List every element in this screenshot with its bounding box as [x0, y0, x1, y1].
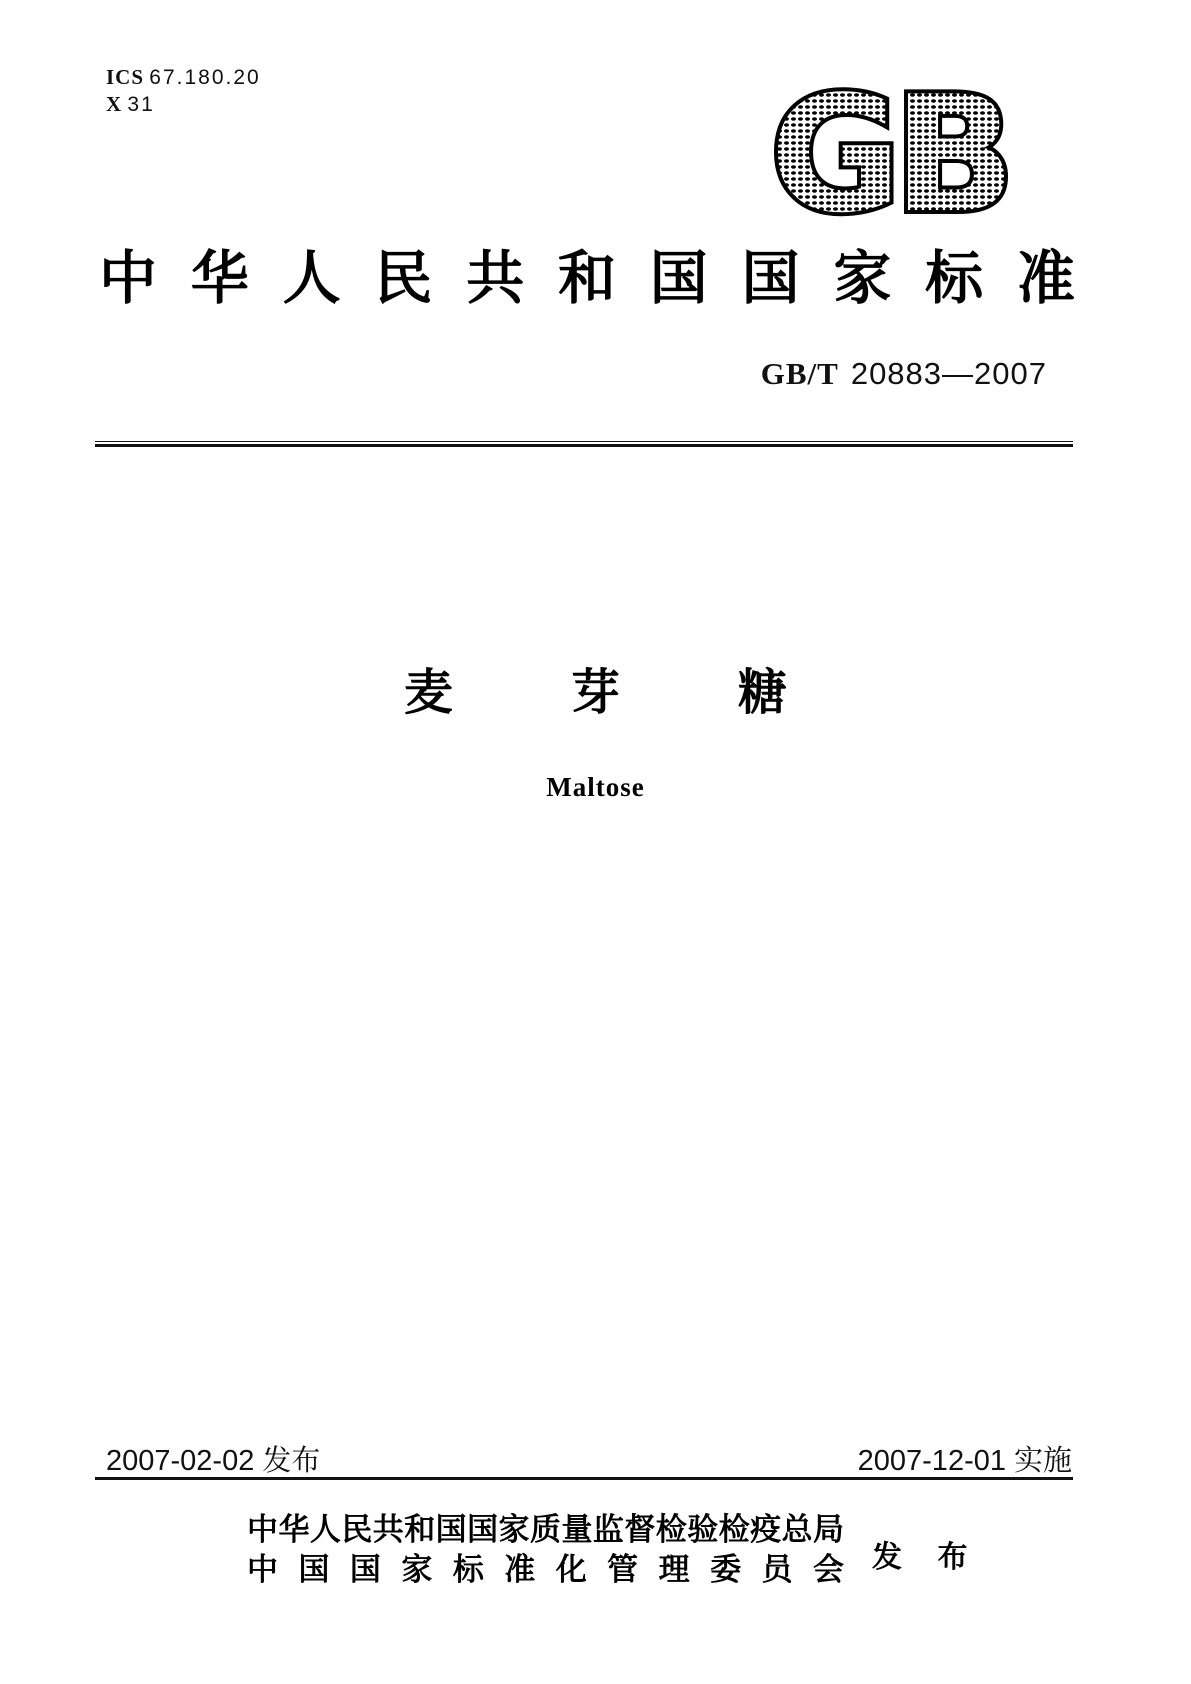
issue-date: 2007-02-02 — [106, 1445, 255, 1477]
title-english: Maltose — [546, 772, 645, 802]
classification-code: 31 — [127, 93, 155, 116]
classification-label: X — [106, 92, 123, 116]
gb-logo-icon — [770, 61, 1008, 248]
footer-rule — [95, 1477, 1073, 1480]
implementation-date: 2007-12-01 — [857, 1445, 1006, 1477]
gb-logo-text: GB — [770, 61, 1008, 248]
implementation-date-label: 实施 — [1013, 1445, 1072, 1477]
implementation-date-line — [858, 1438, 1072, 1479]
dates-row — [106, 1438, 1072, 1479]
standard-number — [761, 356, 1047, 392]
issue-date-line — [106, 1438, 320, 1479]
title-chinese — [0, 664, 1191, 722]
ics-label: ICS — [106, 65, 145, 89]
standard-number-prefix: GB/T — [760, 356, 839, 391]
title-char-1: 麦 — [403, 666, 453, 720]
title-char-2: 芽 — [570, 666, 620, 720]
header-rule — [95, 441, 1073, 442]
issuer-block — [247, 1510, 844, 1590]
issuer-line-2: 中国国家标准化管理委员会 — [247, 1552, 844, 1587]
issuer-line-1: 中华人民共和国国家质量监督检验检疫总局 — [247, 1512, 844, 1547]
ics-code: 67.180.20 — [149, 66, 261, 89]
standard-number-value: 20883—2007 — [850, 356, 1047, 391]
issue-date-label: 发布 — [262, 1445, 321, 1477]
ics-line — [106, 64, 261, 91]
national-standard-heading: 中华人民共和国国家标准 — [99, 246, 1075, 311]
ics-block — [106, 64, 261, 118]
publish-label: 发 布 — [872, 1541, 982, 1574]
classification-line — [106, 91, 261, 118]
title-char-3: 糖 — [738, 666, 788, 720]
